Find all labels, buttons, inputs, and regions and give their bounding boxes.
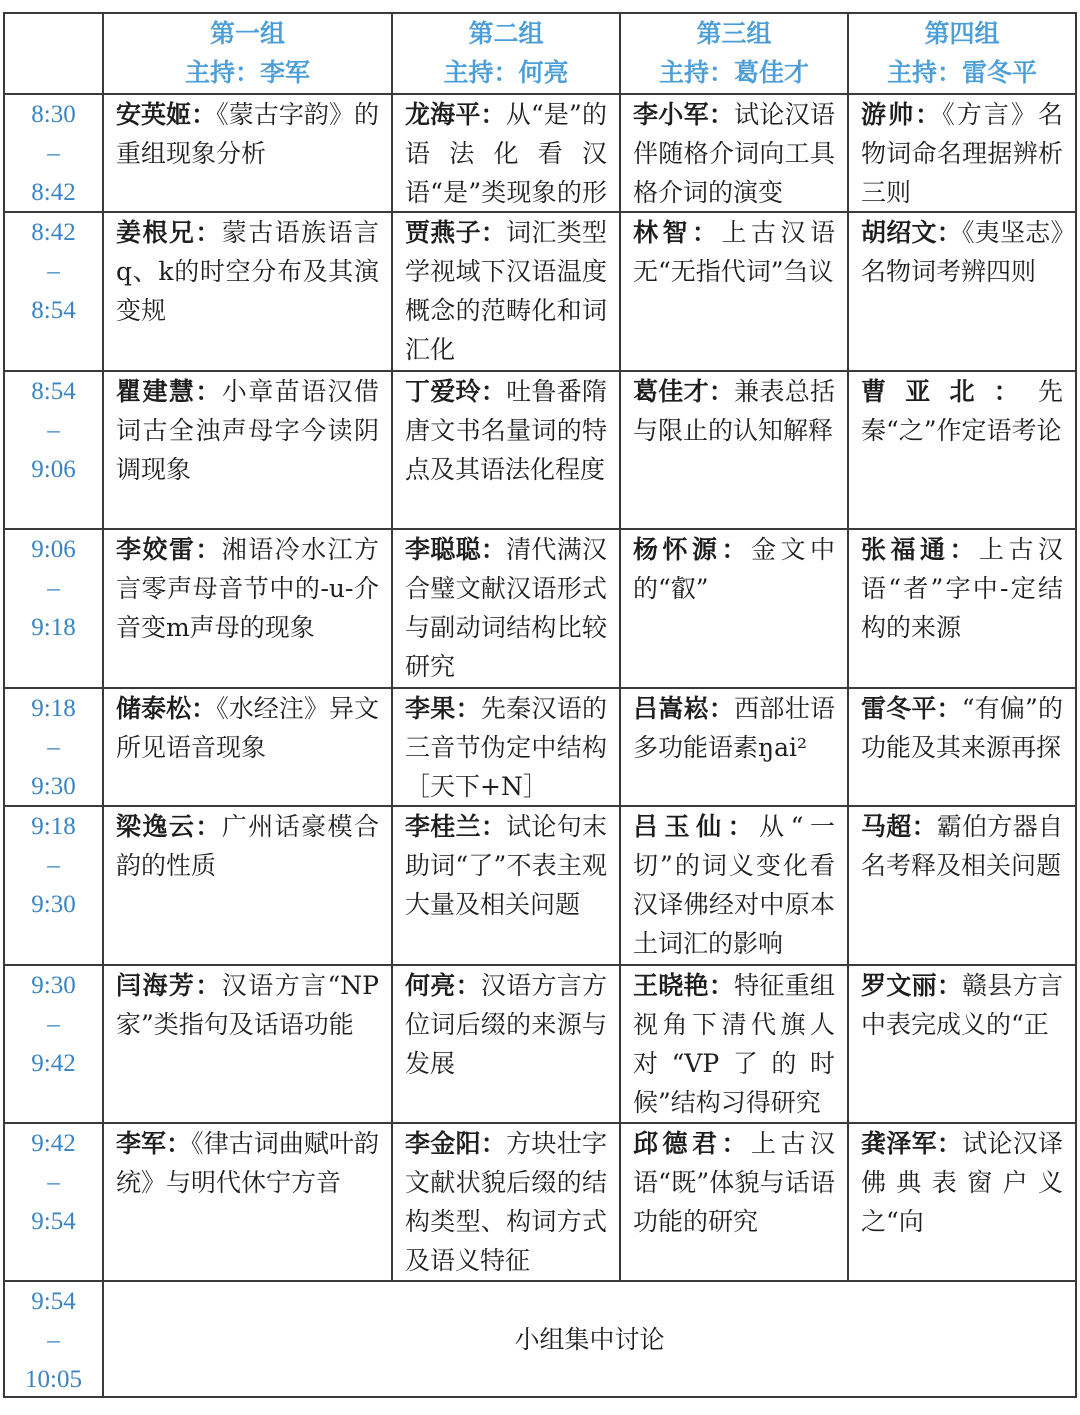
talk-title: 先秦“之”作定语考论 [861, 377, 1063, 445]
time-slot [5, 1124, 102, 1280]
speaker-name: 李桂兰： [405, 812, 507, 841]
start-time: 8:54 [31, 378, 76, 405]
group-name: 第一组 [209, 19, 285, 48]
speaker-name: 游帅： [861, 100, 943, 129]
talk-title: 小章苗语汉借词古全浊声母字今读阴调现象 [116, 377, 379, 484]
talk-cell-group-4 [849, 966, 1075, 1122]
time-slot [5, 1282, 102, 1396]
talk-title: 赣县方言中表完成义的“正 [861, 971, 1063, 1039]
talk-cell-group-4 [849, 530, 1075, 687]
talk-title: 试论汉译佛典表窗户义之“向 [861, 1129, 1063, 1236]
time-dash: – [47, 258, 60, 285]
talk-title: 上古汉语“者”字中-定结构的来源 [861, 535, 1063, 642]
talk-cell-group-3 [621, 95, 847, 211]
time-slot [5, 807, 102, 964]
time-dash: – [47, 417, 60, 444]
time-dash: – [47, 1169, 60, 1196]
talk-cell-group-2 [393, 372, 619, 528]
speaker-name: 张福通： [861, 535, 979, 564]
start-time: 8:42 [31, 219, 76, 246]
talk-cell-group-3 [621, 213, 847, 370]
talk-cell-group-2 [393, 530, 619, 687]
group-host: 主持：李军 [184, 58, 310, 87]
talk-title: 《水经注》异文所见语音现象 [116, 694, 379, 762]
talk-title: 《蒙古字韵》的重组现象分析 [116, 100, 379, 168]
time-slot [5, 966, 102, 1122]
talk-title: 汉语方言“NP家”类指句及话语功能 [116, 971, 379, 1039]
talk-title: 霸伯方器自名考释及相关问题 [861, 812, 1063, 880]
talk-cell-group-1 [104, 966, 391, 1122]
speaker-name: 储泰松： [116, 694, 217, 723]
group-discussion-cell [104, 1282, 1075, 1396]
talk-title: “有偏”的功能及其来源再探 [861, 694, 1063, 762]
talk-cell-group-4 [849, 213, 1075, 370]
time-slot [5, 530, 102, 687]
talk-title: 广州话豪模合韵的性质 [116, 812, 379, 880]
talk-title: 《律古词曲赋叶韵统》与明代休宁方音 [116, 1129, 379, 1197]
talk-cell-group-3 [621, 1124, 847, 1280]
talk-title: 汉语方言方位词后缀的来源与发展 [405, 971, 607, 1078]
end-time: 9:30 [31, 891, 76, 918]
schedule-table [3, 12, 1077, 1398]
speaker-name: 丁爱玲： [405, 377, 507, 406]
time-slot [5, 689, 102, 805]
talk-cell-group-1 [104, 1124, 391, 1280]
group-host: 主持：雷冬平 [886, 58, 1037, 87]
time-dash: – [47, 734, 60, 761]
speaker-name: 李聪聪： [405, 535, 507, 564]
talk-title: 试论汉语伴随格介词向工具格介词的演变 [633, 100, 835, 207]
speaker-name: 马超： [861, 812, 937, 841]
speaker-name: 姜根兄： [116, 218, 222, 247]
time-dash: – [47, 1011, 60, 1038]
group-header-3 [621, 14, 847, 93]
time-dash: – [47, 852, 60, 879]
talk-cell-group-1 [104, 372, 391, 528]
time-dash: – [47, 1327, 60, 1354]
time-slot [5, 213, 102, 370]
talk-title: 从“一切”的词义变化看汉译佛经对中原本土词汇的影响 [633, 812, 835, 958]
talk-title: 蒙古语族语言q、k的时空分布及其演变规 [116, 218, 379, 325]
speaker-name: 贾燕子： [405, 218, 507, 247]
talk-cell-group-3 [621, 372, 847, 528]
speaker-name: 闫海芳： [116, 971, 222, 1000]
end-time: 8:42 [31, 179, 76, 206]
speaker-name: 安英姬： [116, 100, 217, 129]
talk-cell-group-3 [621, 807, 847, 964]
talk-title: 上古汉语无“无指代词”刍议 [633, 218, 835, 286]
speaker-name: 吕嵩崧： [633, 694, 735, 723]
talk-cell-group-3 [621, 966, 847, 1122]
talk-title: 试论句末助词“了”不表主观大量及相关问题 [405, 812, 607, 919]
talk-title: 金文中的“叡” [633, 535, 835, 603]
group-discussion-label: 小组集中讨论 [514, 1324, 665, 1354]
speaker-name: 李军： [116, 1129, 192, 1158]
speaker-name: 曹亚北： [861, 377, 1038, 406]
speaker-name: 瞿建慧： [116, 377, 222, 406]
start-time: 9:54 [31, 1288, 76, 1315]
talk-title: 《方言》名物词命名理据辨析三则 [861, 100, 1063, 207]
group-name: 第二组 [468, 19, 544, 48]
speaker-name: 杨怀源： [633, 535, 751, 564]
talk-cell-group-1 [104, 689, 391, 805]
group-header-1 [104, 14, 391, 93]
talk-cell-group-2 [393, 966, 619, 1122]
talk-cell-group-4 [849, 95, 1075, 211]
talk-title: 先秦汉语的三音节伪定中结构［天下+N］ [405, 694, 607, 801]
talk-title: 湘语冷水江方言零声母音节中的-u-介音变m声母的现象 [116, 535, 379, 642]
end-time: 8:54 [31, 297, 76, 324]
group-name: 第四组 [924, 19, 1000, 48]
end-time: 9:30 [31, 773, 76, 800]
talk-title: 方块壮字文献状貌后缀的结构类型、构词方式及语义特征 [405, 1129, 607, 1275]
end-time: 9:42 [31, 1050, 76, 1077]
talk-title: 吐鲁番隋唐文书名量词的特点及其语法化程度 [405, 377, 607, 484]
talk-cell-group-2 [393, 689, 619, 805]
talk-title: 兼表总括与限止的认知解释 [633, 377, 835, 445]
group-header-2 [393, 14, 619, 93]
speaker-name: 李金阳： [405, 1129, 507, 1158]
group-header-4 [849, 14, 1075, 93]
speaker-name: 葛佳才： [633, 377, 735, 406]
speaker-name: 吕玉仙： [633, 812, 760, 841]
start-time: 8:30 [31, 101, 76, 128]
talk-cell-group-4 [849, 807, 1075, 964]
speaker-name: 罗文丽： [861, 971, 963, 1000]
time-dash: – [47, 140, 60, 167]
end-time: 9:06 [31, 456, 76, 483]
talk-title: 特征重组视角下清代旗人对“VP了的时候”结构习得研究 [633, 971, 835, 1117]
end-time: 10:05 [25, 1366, 82, 1393]
talk-cell-group-1 [104, 807, 391, 964]
speaker-name: 王晓艳： [633, 971, 735, 1000]
talk-cell-group-2 [393, 807, 619, 964]
talk-title: 《夷坚志》名物词考辨四则 [861, 218, 1063, 286]
talk-title: 从“是”的语法化看汉语“是”类现象的形 [405, 100, 607, 207]
time-slot [5, 372, 102, 528]
time-dash: – [47, 575, 60, 602]
talk-title: 西部壮语多功能语素ŋai² [633, 694, 835, 762]
speaker-name: 梁逸云： [116, 812, 222, 841]
end-time: 9:54 [31, 1208, 76, 1235]
talk-cell-group-2 [393, 1124, 619, 1280]
talk-cell-group-2 [393, 95, 619, 211]
start-time: 9:42 [31, 1130, 76, 1157]
speaker-name: 何亮： [405, 971, 481, 1000]
talk-title: 清代满汉合璧文献汉语形式与副动词结构比较研究 [405, 535, 607, 681]
talk-cell-group-4 [849, 1124, 1075, 1280]
corner-cell [5, 14, 102, 93]
talk-cell-group-3 [621, 530, 847, 687]
start-time: 9:06 [31, 536, 76, 563]
speaker-name: 邱德君： [633, 1129, 751, 1158]
speaker-name: 胡绍文： [861, 218, 962, 247]
talk-cell-group-1 [104, 95, 391, 211]
speaker-name: 李果： [405, 694, 481, 723]
talk-cell-group-4 [849, 372, 1075, 528]
start-time: 9:18 [31, 813, 76, 840]
group-name: 第三组 [696, 19, 772, 48]
speaker-name: 龙海平： [405, 100, 506, 129]
end-time: 9:18 [31, 614, 76, 641]
talk-cell-group-1 [104, 213, 391, 370]
group-host: 主持：何亮 [443, 58, 569, 87]
speaker-name: 李小军： [633, 100, 735, 129]
speaker-name: 雷冬平： [861, 694, 962, 723]
talk-title: 上古汉语“既”体貌与话语功能的研究 [633, 1129, 835, 1236]
start-time: 9:18 [31, 695, 76, 722]
talk-title: 词汇类型学视域下汉语温度概念的范畴化和词汇化 [405, 218, 607, 364]
speaker-name: 龚泽军： [861, 1129, 963, 1158]
talk-cell-group-3 [621, 689, 847, 805]
talk-cell-group-2 [393, 213, 619, 370]
start-time: 9:30 [31, 972, 76, 999]
talk-cell-group-1 [104, 530, 391, 687]
group-host: 主持：葛佳才 [658, 58, 809, 87]
talk-cell-group-4 [849, 689, 1075, 805]
time-slot [5, 95, 102, 211]
speaker-name: 林智： [633, 218, 722, 247]
speaker-name: 李姣雷： [116, 535, 222, 564]
